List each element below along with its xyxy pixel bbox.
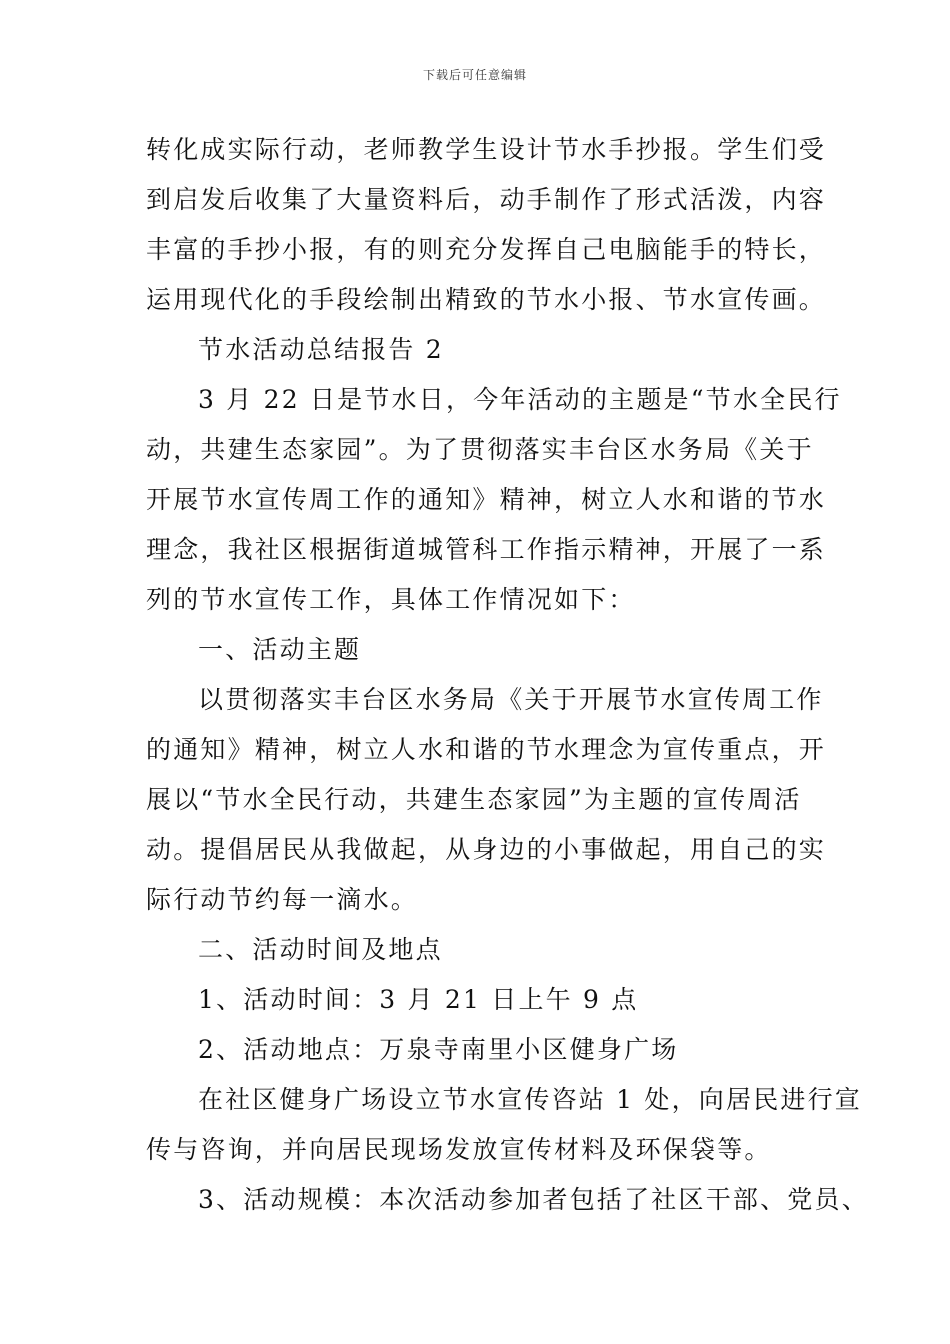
text-line: 际行动节约每一滴水。 xyxy=(146,885,419,914)
document-body xyxy=(146,125,869,1225)
text-line: 3、活动规模：本次活动参加者包括了社区干部、党员、 xyxy=(198,1185,869,1214)
text-line: 转化成实际行动，老师教学生设计节水手抄报。学生们受 xyxy=(146,135,827,164)
paragraph-continuation xyxy=(146,125,827,325)
section-title-report-2 xyxy=(146,325,816,375)
paragraph-consult-station xyxy=(146,1075,863,1175)
text-line: 丰富的手抄小报，有的则充分发挥自己电脑能手的特长， xyxy=(146,235,827,264)
header-note: 下载后可任意编辑 xyxy=(422,68,527,82)
heading-activity-theme xyxy=(146,625,816,675)
text-line: 传与咨询，并向居民现场发放宣传材料及环保袋等。 xyxy=(146,1135,772,1164)
text-line: 节水活动总结报告 2 xyxy=(198,335,444,364)
item-activity-time xyxy=(146,975,816,1025)
text-line: 一、活动主题 xyxy=(198,635,362,664)
text-line: 在社区健身广场设立节水宣传咨站 1 处，向居民进行宣 xyxy=(198,1085,863,1114)
item-activity-scale xyxy=(146,1175,869,1225)
heading-time-place xyxy=(146,925,816,975)
text-line: 1、活动时间：3 月 21 日上午 9 点 xyxy=(198,985,639,1014)
text-line: 运用现代化的手段绘制出精致的节水小报、节水宣传画。 xyxy=(146,285,827,314)
text-line: 的通知》精神，树立人水和谐的节水理念为宣传重点，开 xyxy=(146,735,827,764)
text-line: 动，共建生态家园”。为了贯彻落实丰台区水务局《关于 xyxy=(146,435,814,464)
paragraph-theme xyxy=(146,675,827,925)
text-line: 二、活动时间及地点 xyxy=(198,935,443,964)
text-line: 到启发后收集了大量资料后，动手制作了形式活泼，内容 xyxy=(146,185,827,214)
text-line: 开展节水宣传周工作的通知》精神，树立人水和谐的节水 xyxy=(146,485,827,514)
text-line: 3 月 22 日是节水日，今年活动的主题是“节水全民行 xyxy=(198,385,842,414)
text-line: 动。提倡居民从我做起，从身边的小事做起，用自己的实 xyxy=(146,835,827,864)
paragraph-intro xyxy=(146,375,842,625)
text-line: 列的节水宣传工作，具体工作情况如下： xyxy=(146,585,636,614)
text-line: 理念，我社区根据街道城管科工作指示精神，开展了一系 xyxy=(146,535,827,564)
text-line: 2、活动地点：万泉寺南里小区健身广场 xyxy=(198,1035,679,1064)
text-line: 以贯彻落实丰台区水务局《关于开展节水宣传周工作 xyxy=(198,685,824,714)
item-activity-place xyxy=(146,1025,816,1075)
text-line: 展以“节水全民行动，共建生态家园”为主题的宣传周活 xyxy=(146,785,802,814)
